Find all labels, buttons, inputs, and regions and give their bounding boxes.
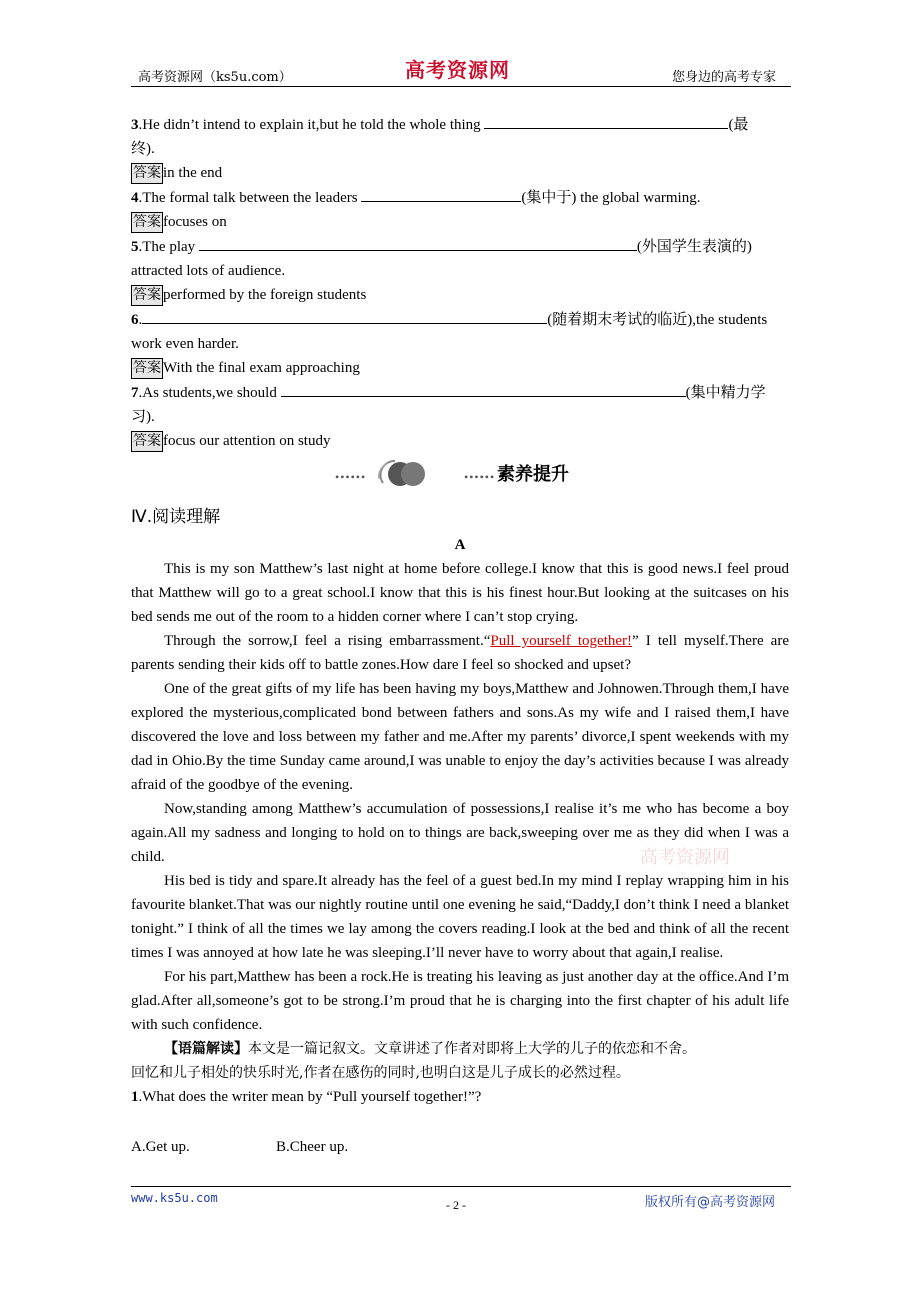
footer-url-link[interactable]: www.ks5u.com: [131, 1191, 218, 1205]
header-slogan: 您身边的高考专家: [672, 70, 777, 85]
answer-tag[interactable]: 答案: [131, 163, 163, 184]
watermark: 高考资源网: [640, 847, 730, 868]
answer-7: 答案 focus our attention on study: [131, 429, 789, 453]
question-5-cont: attracted lots of audience.: [131, 263, 286, 279]
banner-dots-left: ••••••: [335, 470, 367, 484]
answer-blank: [484, 112, 728, 129]
section-title: Ⅳ.阅读理解: [131, 507, 221, 527]
page-content: [131, 112, 789, 1159]
answer-blank: [142, 307, 547, 324]
banner-circles-icon: [375, 457, 429, 491]
section-banner: [131, 457, 789, 497]
question-7: 7.As students,we should (集中精力学: [131, 380, 789, 405]
passage-analysis: 【语篇解读】本文是一篇记叙文。文章讲述了作者对即将上大学的儿子的依恋和不舍。: [164, 1041, 696, 1057]
answer-4: 答案 focuses on: [131, 210, 789, 234]
header-logo: 高考资源网: [405, 58, 510, 82]
question-3: 3.He didn’t intend to explain it,but he told the whole thing (最: [131, 112, 789, 137]
analysis-tag: 【语篇解读】: [164, 1041, 248, 1057]
passage-analysis-cont: 回忆和儿子相处的快乐时光,作者在感伤的同时,也明白这是儿子成长的必然过程。: [131, 1065, 630, 1081]
answer-5: 答案 performed by the foreign students: [131, 283, 789, 307]
passage-title: A: [454, 537, 466, 553]
answer-tag[interactable]: 答案: [131, 431, 163, 452]
question-3-cont: 终).: [131, 141, 155, 157]
question-4: 4.The formal talk between the leaders (集中于) the global warming.: [131, 185, 789, 210]
answer-blank: [361, 185, 521, 202]
option-a[interactable]: A.Get up.: [131, 1139, 190, 1155]
answer-tag[interactable]: 答案: [131, 358, 163, 379]
passage-paragraph: For his part,Matthew has been a rock.He is treating his leaving as just another day at the office.And I’m glad.After all,someone’s got to be strong.I’m proud that he is charging into the first chapter of his adult life with such confidence.: [131, 969, 789, 1033]
answer-3: 答案 in the end: [131, 161, 789, 185]
banner-title: 素养提升: [497, 464, 569, 485]
passage-paragraph: Now,standing among Matthew’s accumulation of possessions,I realise it’s me who has become a boy again.All my sadness and longing to hold on to things are back,sweeping over me as they did when I was a child.: [131, 801, 789, 865]
question-7-cont: 习).: [131, 409, 155, 425]
passage-paragraph: His bed is tidy and spare.It already has the feel of a guest bed.In my mind I replay wrapping him in his favourite blanket.That was our nightly routine until one evening he said,“Daddy,I don’t think I need a blanket tonight.” I think of all the times we lay among the covers reading.I look at the bed and think of all the recent times I was annoyed at how late he was sleeping.I’ll never have to worry about that again,I realise.: [131, 873, 789, 961]
passage-paragraph: Through the sorrow,I feel a rising embarrassment.“Pull yourself together!” I tell myself.There are parents sending their kids off to battle zones.How dare I feel so shocked and upset?: [131, 633, 789, 673]
options-row: [131, 1135, 789, 1159]
answer-tag[interactable]: 答案: [131, 285, 163, 306]
answer-blank: [199, 234, 637, 251]
question-6-cont: work even harder.: [131, 336, 239, 352]
passage-paragraph: This is my son Matthew’s last night at home before college.I know that this is good news.I feel proud that Matthew will go to a great school.I know that this is his finest hour.But looking at the suitcases on his bed sends me out of the room to a hidden corner where I can’t stop crying.: [131, 561, 789, 625]
question-6: 6. (随着期末考试的临近),the students: [131, 307, 789, 332]
answer-blank: [281, 380, 686, 397]
question-1: 1.What does the writer mean by “Pull yourself together!”?: [131, 1089, 482, 1105]
passage-paragraph: One of the great gifts of my life has been having my boys,Matthew and Johnowen.Through them,I have explored the mysterious,complicated bond between fathers and sons.As my wife and I raised them,I have discovered the love and loss between my father and me.After my parents’ divorce,I spent weekends with my dad in Ohio.By the time Sunday came around,I was unable to enjoy the day’s activities because I was already afraid of the goodbye of the evening.: [131, 681, 789, 793]
answer-tag[interactable]: 答案: [131, 212, 163, 233]
header-site-name: 高考资源网（ks5u.com）: [138, 70, 292, 85]
question-5: 5.The play (外国学生表演的): [131, 234, 789, 259]
answer-6: 答案 With the final exam approaching: [131, 356, 789, 380]
header-divider: [131, 86, 791, 87]
highlighted-phrase-link[interactable]: Pull yourself together!: [490, 633, 633, 649]
footer-divider: [131, 1186, 791, 1187]
page-number: - 2 -: [446, 1198, 466, 1212]
footer-copyright: 版权所有@高考资源网: [645, 1195, 776, 1210]
option-b[interactable]: B.Cheer up.: [276, 1139, 349, 1155]
banner-dots-right: ••••••: [464, 470, 496, 484]
